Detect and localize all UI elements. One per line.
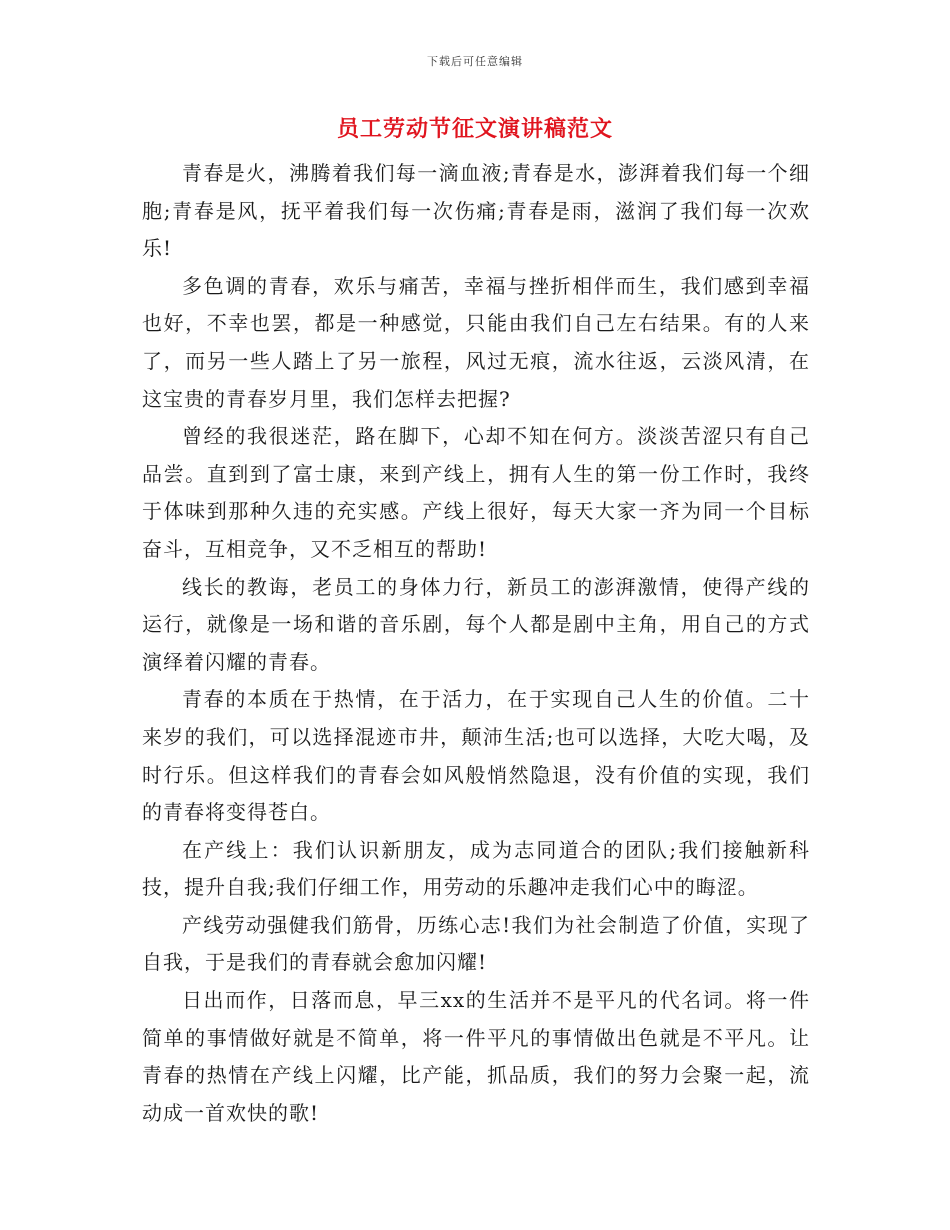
paragraph-3: 曾经的我很迷茫，路在脚下，心却不知在何方。淡淡苦涩只有自己品尝。直到到了富士康，来到产线上，拥有人生的第一份工作时，我终于体味到那种久违的充实感。产线上很好，每天大家一齐为同一个目标奋斗，互相竞争，又不乏相互的帮助! (142, 424, 810, 561)
paragraph-2: 多色调的青春，欢乐与痛苦，幸福与挫折相伴而生，我们感到幸福也好，不幸也罢，都是一种感觉，只能由我们自己左右结果。有的人来了，而另一些人踏上了另一旅程，风过无痕，流水往返，云淡风清，在这宝贵的青春岁月里，我们怎样去把握? (142, 273, 810, 411)
paragraph-7: 产线劳动强健我们筋骨，历练心志!我们为社会制造了价值，实现了自我，于是我们的青春就会愈加闪耀! (142, 912, 810, 975)
document-title: 员工劳动节征文演讲稿范文 (336, 116, 613, 142)
paragraph-8: 日出而作，日落而息，早三xx的生活并不是平凡的代名词。将一件简单的事情做好就是不简单，将一件平凡的事情做出色就是不平凡。让青春的热情在产线上闪耀，比产能，抓品质，我们的努力会聚一起，流动成一首欢快的歌! (142, 988, 810, 1125)
document-body (142, 155, 810, 1132)
paragraph-4: 线长的教诲，老员工的身体力行，新员工的澎湃激情，使得产线的运行，就像是一场和谐的音乐剧，每个人都是剧中主角，用自己的方式演绎着闪耀的青春。 (142, 574, 810, 674)
paragraph-6: 在产线上：我们认识新朋友，成为志同道合的团队;我们接触新科技，提升自我;我们仔细工作，用劳动的乐趣冲走我们心中的晦涩。 (142, 837, 810, 900)
paragraph-1: 青春是火，沸腾着我们每一滴血液;青春是水，澎湃着我们每一个细胞;青春是风，抚平着我们每一次伤痛;青春是雨，滋润了我们每一次欢乐! (142, 161, 810, 261)
header-note: 下载后可任意编辑 (427, 55, 523, 68)
paragraph-5: 青春的本质在于热情，在于活力，在于实现自己人生的价值。二十来岁的我们，可以选择混迹市井，颠沛生活;也可以选择，大吃大喝，及时行乐。但这样我们的青春会如风般悄然隐退，没有价值的实现，我们的青春将变得苍白。 (142, 687, 810, 825)
